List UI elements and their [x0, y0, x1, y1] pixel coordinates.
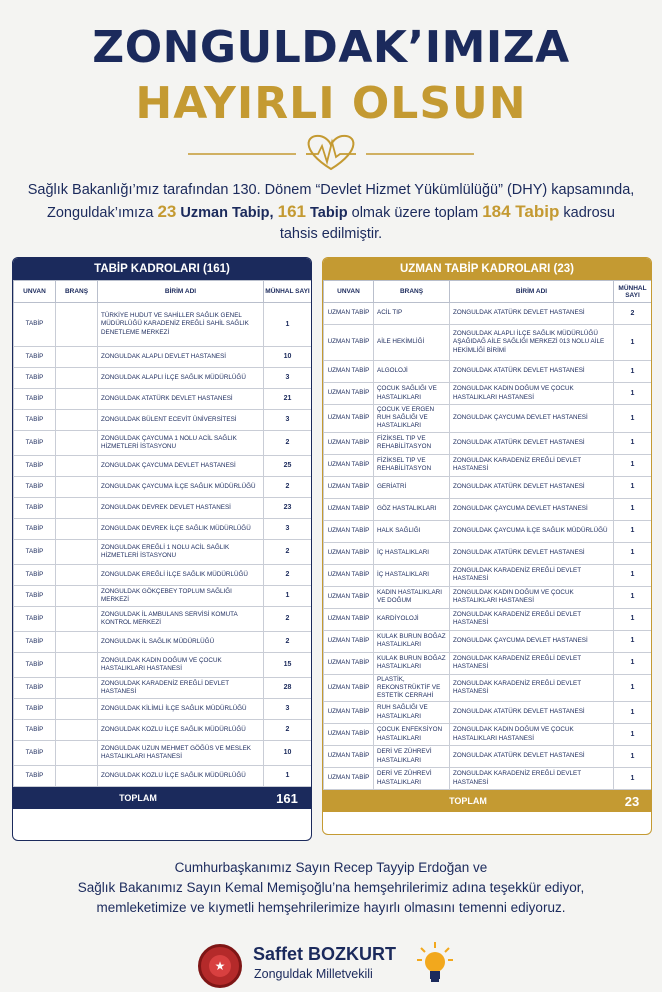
table-row — [14, 653, 312, 678]
table-row — [324, 520, 652, 542]
closing-line-1: Cumhurbaşkanımız Sayın Recep Tayyip Erdoğan ve — [174, 860, 488, 875]
table-row — [324, 674, 652, 702]
cell-brans: KULAK BURUN BOĞAZ HASTALIKLARI — [374, 630, 450, 652]
cell-birim: ZONGULDAK ATATÜRK DEVLET HASTANESİ — [98, 389, 264, 410]
cell-brans — [56, 303, 98, 347]
signature-block — [0, 938, 662, 988]
cell-brans — [56, 565, 98, 586]
cell-birim: ZONGULDAK ATATÜRK DEVLET HASTANESİ — [450, 361, 614, 383]
table-row — [14, 741, 312, 766]
cell-birim: ZONGULDAK KARADENİZ EREĞLİ DEVLET HASTANESİ — [450, 768, 614, 790]
cell-unvan: TABİP — [14, 766, 56, 787]
cell-birim: ZONGULDAK İL AMBULANS SERVİSİ KOMUTA KONTROL MERKEZİ — [98, 607, 264, 632]
col-unvan: UNVAN — [14, 281, 56, 303]
cell-birim: ZONGULDAK ATATÜRK DEVLET HASTANESİ — [450, 432, 614, 454]
cell-sayi: 2 — [264, 632, 312, 653]
cell-unvan: TABİP — [14, 741, 56, 766]
cell-sayi: 3 — [264, 368, 312, 389]
cell-sayi: 2 — [264, 431, 312, 456]
table-row — [324, 724, 652, 746]
cell-sayi: 25 — [264, 456, 312, 477]
cell-unvan: UZMAN TABİP — [324, 520, 374, 542]
cell-unvan: UZMAN TABİP — [324, 746, 374, 768]
cell-unvan: TABİP — [14, 586, 56, 607]
table-row — [14, 431, 312, 456]
col-brans: BRANŞ — [374, 281, 450, 303]
intro-text-c: Tabip — [310, 205, 348, 221]
closing-line-3: memleketimize ve kıymetli hemşehrilerimize hayırlı olmasını temenni ediyoruz. — [96, 900, 566, 915]
cell-brans: DERİ VE ZÜHREVİ HASTALIKLARI — [374, 768, 450, 790]
table-row — [324, 498, 652, 520]
col-brans: BRANŞ — [56, 281, 98, 303]
intro-text-e: kadrosu — [563, 205, 615, 221]
cell-unvan: TABİP — [14, 565, 56, 586]
cell-birim: ZONGULDAK ÇAYCUMA DEVLET HASTANESİ — [98, 456, 264, 477]
cell-sayi: 28 — [264, 678, 312, 699]
cell-sayi: 2 — [264, 720, 312, 741]
col-birim: BİRİM ADI — [450, 281, 614, 303]
cell-unvan: TABİP — [14, 477, 56, 498]
uzman-total-value: 23 — [624, 793, 640, 809]
cell-brans: AİLE HEKİMLİĞİ — [374, 325, 450, 361]
table-row — [324, 361, 652, 383]
cell-sayi: 1 — [614, 702, 652, 724]
cell-unvan: TABİP — [14, 410, 56, 431]
cell-sayi: 1 — [614, 608, 652, 630]
table-row — [14, 632, 312, 653]
cell-birim: ZONGULDAK ATATÜRK DEVLET HASTANESİ — [450, 746, 614, 768]
cell-birim: ZONGULDAK ALAPLI DEVLET HASTANESİ — [98, 347, 264, 368]
tabip-total-value: 161 — [276, 790, 298, 806]
cell-brans: KADIN HASTALIKLARI VE DOĞUM — [374, 586, 450, 608]
table-row — [14, 586, 312, 607]
cell-birim: ZONGULDAK KARADENİZ EREĞLİ DEVLET HASTANESİ — [450, 608, 614, 630]
table-row — [14, 477, 312, 498]
cell-unvan: UZMAN TABİP — [324, 768, 374, 790]
cell-sayi: 1 — [614, 630, 652, 652]
table-row — [324, 383, 652, 405]
cell-sayi: 10 — [264, 741, 312, 766]
cell-birim: ZONGULDAK KARADENİZ EREĞLİ DEVLET HASTANESİ — [450, 564, 614, 586]
cell-sayi: 3 — [264, 410, 312, 431]
table-row — [14, 540, 312, 565]
cell-brans: PLASTİK, REKONSTRÜKTİF VE ESTETİK CERRAHİ — [374, 674, 450, 702]
cell-brans: HALK SAĞLIĞI — [374, 520, 450, 542]
cell-sayi: 3 — [264, 699, 312, 720]
cell-birim: ZONGULDAK KARADENİZ EREĞLİ DEVLET HASTANESİ — [450, 652, 614, 674]
cell-unvan: TABİP — [14, 368, 56, 389]
intro-line-1: Sağlık Bakanlığı’mız tarafından 130. Dönem “Devlet Hizmet Yükümlülüğü” (DHY) kapsamında, — [27, 182, 635, 198]
cell-unvan: TABİP — [14, 303, 56, 347]
intro-text-b: Uzman Tabip, — [180, 205, 274, 221]
cell-brans — [56, 678, 98, 699]
tabip-total-label: TOPLAM — [119, 793, 157, 803]
cell-birim: ZONGULDAK ÇAYCUMA DEVLET HASTANESİ — [450, 405, 614, 433]
table-row — [14, 456, 312, 477]
ak-parti-bulb-icon — [415, 940, 455, 986]
cell-birim: ZONGULDAK ATATÜRK DEVLET HASTANESİ — [450, 303, 614, 325]
uzman-count: 23 — [157, 202, 177, 221]
uzman-total-label: TOPLAM — [449, 796, 487, 807]
cell-birim: ZONGULDAK KARADENİZ EREĞLİ DEVLET HASTANESİ — [450, 674, 614, 702]
cell-birim: ZONGULDAK ATATÜRK DEVLET HASTANESİ — [450, 476, 614, 498]
table-row — [324, 652, 652, 674]
cell-unvan: TABİP — [14, 720, 56, 741]
uzman-panel — [322, 257, 652, 835]
cell-unvan: UZMAN TABİP — [324, 608, 374, 630]
closing-text — [20, 858, 642, 918]
cell-brans — [56, 607, 98, 632]
cell-birim: ZONGULDAK ÇAYCUMA 1 NOLU ACİL SAĞLIK HİZMETLERİ İSTASYONU — [98, 431, 264, 456]
cell-brans: RUH SAĞLIĞI VE HASTALIKLARI — [374, 702, 450, 724]
cell-brans — [56, 653, 98, 678]
cell-sayi: 1 — [614, 724, 652, 746]
cell-unvan: UZMAN TABİP — [324, 325, 374, 361]
heart-pulse-icon — [0, 132, 662, 172]
cell-sayi: 1 — [614, 542, 652, 564]
tabip-table — [13, 280, 312, 787]
closing-line-2: Sağlık Bakanımız Sayın Kemal Memişoğlu’na hemşehrilerimiz adına teşekkür ediyor, — [77, 880, 585, 895]
cell-birim: ZONGULDAK KADIN DOĞUM VE ÇOCUK HASTALIKLARI HASTANESİ — [450, 724, 614, 746]
cell-birim: ZONGULDAK KADIN DOĞUM VE ÇOCUK HASTALIKLARI HASTANESİ — [450, 383, 614, 405]
table-row — [324, 325, 652, 361]
cell-unvan: TABİP — [14, 389, 56, 410]
signature-role: Zonguldak Milletvekili — [254, 967, 373, 981]
cell-brans: GÖZ HASTALIKLARI — [374, 498, 450, 520]
cell-sayi: 3 — [264, 519, 312, 540]
table-row — [14, 410, 312, 431]
cell-unvan: TABİP — [14, 431, 56, 456]
tbmm-emblem-icon: ★ — [198, 944, 242, 988]
intro-text — [20, 180, 642, 245]
cell-unvan: UZMAN TABİP — [324, 303, 374, 325]
table-row — [324, 454, 652, 476]
cell-brans — [56, 477, 98, 498]
col-sayi: MÜNHAL SAYI — [264, 281, 312, 303]
cell-sayi: 1 — [614, 361, 652, 383]
cell-birim: ZONGULDAK ÇAYCUMA İLÇE SAĞLIK MÜDÜRLÜĞÜ — [450, 520, 614, 542]
cell-sayi: 1 — [264, 586, 312, 607]
tabip-total-row — [13, 787, 311, 809]
table-row — [14, 720, 312, 741]
cell-unvan: TABİP — [14, 699, 56, 720]
cell-sayi: 1 — [614, 432, 652, 454]
cell-birim: ZONGULDAK KARADENİZ EREĞLİ DEVLET HASTANESİ — [450, 454, 614, 476]
table-row — [14, 303, 312, 347]
cell-brans: GERİATRİ — [374, 476, 450, 498]
table-row — [324, 564, 652, 586]
cell-birim: ZONGULDAK DEVREK DEVLET HASTANESİ — [98, 498, 264, 519]
cell-brans: ÇOCUK VE ERGEN RUH SAĞLIĞI VE HASTALIKLARI — [374, 405, 450, 433]
uzman-total-row — [323, 790, 651, 812]
cell-sayi: 10 — [264, 347, 312, 368]
cell-sayi: 1 — [614, 383, 652, 405]
cell-sayi: 2 — [264, 565, 312, 586]
cell-birim: TÜRKİYE HUDUT VE SAHİLLER SAĞLIK GENEL MÜDÜRLÜĞÜ KARADENİZ EREĞLİ SAHİL SAĞLIK DENETLEME MERKEZİ — [98, 303, 264, 347]
table-row — [14, 607, 312, 632]
cell-sayi: 2 — [264, 477, 312, 498]
cell-brans — [56, 540, 98, 565]
cell-brans: KARDİYOLOJİ — [374, 608, 450, 630]
tabip-count: 161 — [277, 202, 306, 221]
cell-sayi: 1 — [614, 674, 652, 702]
cell-birim: ZONGULDAK KADIN DOĞUM VE ÇOCUK HASTALIKLARI HASTANESİ — [98, 653, 264, 678]
uzman-table — [323, 280, 652, 790]
cell-brans — [56, 389, 98, 410]
table-row — [324, 630, 652, 652]
cell-unvan: UZMAN TABİP — [324, 454, 374, 476]
cell-unvan: TABİP — [14, 632, 56, 653]
cell-brans — [56, 632, 98, 653]
cell-birim: ZONGULDAK ALAPLI İLÇE SAĞLIK MÜDÜRLÜĞÜ — [98, 368, 264, 389]
cell-brans — [56, 347, 98, 368]
cell-unvan: UZMAN TABİP — [324, 476, 374, 498]
cell-sayi: 1 — [614, 498, 652, 520]
cell-brans — [56, 699, 98, 720]
cell-brans: ALGOLOJİ — [374, 361, 450, 383]
table-row — [324, 586, 652, 608]
cell-sayi: 1 — [614, 746, 652, 768]
cell-brans: KULAK BURUN BOĞAZ HASTALIKLARI — [374, 652, 450, 674]
intro-line-2 — [20, 201, 642, 224]
cell-sayi: 1 — [614, 325, 652, 361]
col-unvan: UNVAN — [324, 281, 374, 303]
cell-unvan: TABİP — [14, 607, 56, 632]
cell-brans — [56, 498, 98, 519]
total-count: 184 Tabip — [482, 202, 560, 221]
cell-sayi: 1 — [614, 520, 652, 542]
cell-unvan: UZMAN TABİP — [324, 724, 374, 746]
col-birim: BİRİM ADI — [98, 281, 264, 303]
col-sayi: MÜNHAL SAYI — [614, 281, 652, 303]
cell-sayi: 1 — [264, 303, 312, 347]
cell-sayi: 15 — [264, 653, 312, 678]
cell-sayi: 1 — [614, 652, 652, 674]
cell-sayi: 1 — [614, 476, 652, 498]
cell-unvan: UZMAN TABİP — [324, 383, 374, 405]
cell-unvan: UZMAN TABİP — [324, 432, 374, 454]
table-row — [324, 608, 652, 630]
uzman-panel-title: UZMAN TABİP KADROLARI (23) — [323, 258, 651, 280]
table-row — [324, 746, 652, 768]
cell-brans — [56, 456, 98, 477]
cell-unvan: UZMAN TABİP — [324, 702, 374, 724]
cell-sayi: 1 — [614, 768, 652, 790]
table-row — [14, 766, 312, 787]
table-row — [14, 368, 312, 389]
cell-unvan: TABİP — [14, 653, 56, 678]
cell-brans: İÇ HASTALIKLARI — [374, 542, 450, 564]
intro-line-3: tahsis edilmiştir. — [279, 226, 383, 242]
cell-sayi: 2 — [614, 303, 652, 325]
cell-unvan: TABİP — [14, 540, 56, 565]
cell-sayi: 2 — [264, 607, 312, 632]
cell-brans — [56, 586, 98, 607]
cell-brans — [56, 410, 98, 431]
signature-name: Saffet BOZKURT — [253, 944, 396, 964]
cell-birim: ZONGULDAK EREĞLİ 1 NOLU ACİL SAĞLIK HİZMETLERİ İSTASYONU — [98, 540, 264, 565]
cell-birim: ZONGULDAK ÇAYCUMA İLÇE SAĞLIK MÜDÜRLÜĞÜ — [98, 477, 264, 498]
title-line-2: HAYIRLI OLSUN — [135, 78, 527, 129]
cell-sayi: 1 — [614, 454, 652, 476]
cell-unvan: UZMAN TABİP — [324, 405, 374, 433]
cell-unvan: TABİP — [14, 456, 56, 477]
table-row — [324, 702, 652, 724]
table-row — [324, 768, 652, 790]
intro-text-d: olmak üzere toplam — [351, 205, 479, 221]
cell-birim: ZONGULDAK KOZLU İLÇE SAĞLIK MÜDÜRLÜĞÜ — [98, 720, 264, 741]
cell-birim: ZONGULDAK KADIN DOĞUM VE ÇOCUK HASTALIKLARI HASTANESİ — [450, 586, 614, 608]
cell-brans — [56, 720, 98, 741]
tabip-panel-title: TABİP KADROLARI (161) — [13, 258, 311, 280]
cell-unvan: UZMAN TABİP — [324, 652, 374, 674]
table-row — [324, 542, 652, 564]
table-row — [324, 476, 652, 498]
table-row — [14, 498, 312, 519]
cell-birim: ZONGULDAK İL SAĞLIK MÜDÜRLÜĞÜ — [98, 632, 264, 653]
table-row — [324, 432, 652, 454]
cell-unvan: UZMAN TABİP — [324, 564, 374, 586]
table-row — [14, 565, 312, 586]
table-row — [14, 678, 312, 699]
cell-sayi: 2 — [264, 540, 312, 565]
cell-brans: ÇOCUK SAĞLIĞI VE HASTALIKLARI — [374, 383, 450, 405]
table-row — [14, 699, 312, 720]
cell-unvan: UZMAN TABİP — [324, 630, 374, 652]
cell-brans — [56, 519, 98, 540]
cell-brans — [56, 368, 98, 389]
cell-brans: ACİL TIP — [374, 303, 450, 325]
cell-brans: DERİ VE ZÜHREVİ HASTALIKLARI — [374, 746, 450, 768]
cell-birim: ZONGULDAK ATATÜRK DEVLET HASTANESİ — [450, 542, 614, 564]
tabip-panel — [12, 257, 312, 841]
cell-unvan: TABİP — [14, 347, 56, 368]
table-row — [14, 389, 312, 410]
intro-text-a: Zonguldak’ımıza — [47, 205, 154, 221]
table-row — [324, 405, 652, 433]
cell-unvan: UZMAN TABİP — [324, 542, 374, 564]
cell-brans — [56, 766, 98, 787]
cell-brans: İÇ HASTALIKLARI — [374, 564, 450, 586]
cell-unvan: UZMAN TABİP — [324, 498, 374, 520]
table-row — [324, 303, 652, 325]
cell-birim: ZONGULDAK KOZLU İLÇE SAĞLIK MÜDÜRLÜĞÜ — [98, 766, 264, 787]
title-line-1: ZONGULDAK’IMIZA — [92, 22, 570, 73]
cell-unvan: TABİP — [14, 519, 56, 540]
cell-unvan: UZMAN TABİP — [324, 674, 374, 702]
cell-birim: ZONGULDAK KARADENİZ EREĞLİ DEVLET HASTANESİ — [98, 678, 264, 699]
cell-brans — [56, 431, 98, 456]
table-row — [14, 347, 312, 368]
cell-birim: ZONGULDAK ALAPLI İLÇE SAĞLIK MÜDÜRLÜĞÜ AŞAĞIDAĞ AİLE SAĞLIĞI MERKEZİ 013 NOLU AİLE HEKİMLİĞİ BİRİMİ — [450, 325, 614, 361]
cell-sayi: 21 — [264, 389, 312, 410]
cell-birim: ZONGULDAK BÜLENT ECEVİT ÜNİVERSİTESİ — [98, 410, 264, 431]
cell-sayi: 23 — [264, 498, 312, 519]
cell-brans: FİZİKSEL TIP VE REHABİLİTASYON — [374, 432, 450, 454]
cell-birim: ZONGULDAK ÇAYCUMA DEVLET HASTANESİ — [450, 630, 614, 652]
cell-brans — [56, 741, 98, 766]
cell-sayi: 1 — [614, 586, 652, 608]
cell-brans: ÇOCUK ENFEKSİYON HASTALIKLARI — [374, 724, 450, 746]
cell-unvan: UZMAN TABİP — [324, 361, 374, 383]
cell-birim: ZONGULDAK DEVREK İLÇE SAĞLIK MÜDÜRLÜĞÜ — [98, 519, 264, 540]
cell-birim: ZONGULDAK UZUN MEHMET GÖĞÜS VE MESLEK HASTALIKLARI HASTANESİ — [98, 741, 264, 766]
cell-birim: ZONGULDAK KİLİMLİ İLÇE SAĞLIK MÜDÜRLÜĞÜ — [98, 699, 264, 720]
cell-unvan: UZMAN TABİP — [324, 586, 374, 608]
cell-birim: ZONGULDAK ATATÜRK DEVLET HASTANESİ — [450, 702, 614, 724]
cell-brans: FİZİKSEL TIP VE REHABİLİTASYON — [374, 454, 450, 476]
cell-sayi: 1 — [264, 766, 312, 787]
cell-sayi: 1 — [614, 405, 652, 433]
cell-birim: ZONGULDAK GÖKÇEBEY TOPLUM SAĞLIĞI MERKEZİ — [98, 586, 264, 607]
cell-unvan: TABİP — [14, 678, 56, 699]
cell-unvan: TABİP — [14, 498, 56, 519]
cell-birim: ZONGULDAK EREĞLİ İLÇE SAĞLIK MÜDÜRLÜĞÜ — [98, 565, 264, 586]
cell-birim: ZONGULDAK ÇAYCUMA DEVLET HASTANESİ — [450, 498, 614, 520]
table-row — [14, 519, 312, 540]
cell-sayi: 1 — [614, 564, 652, 586]
